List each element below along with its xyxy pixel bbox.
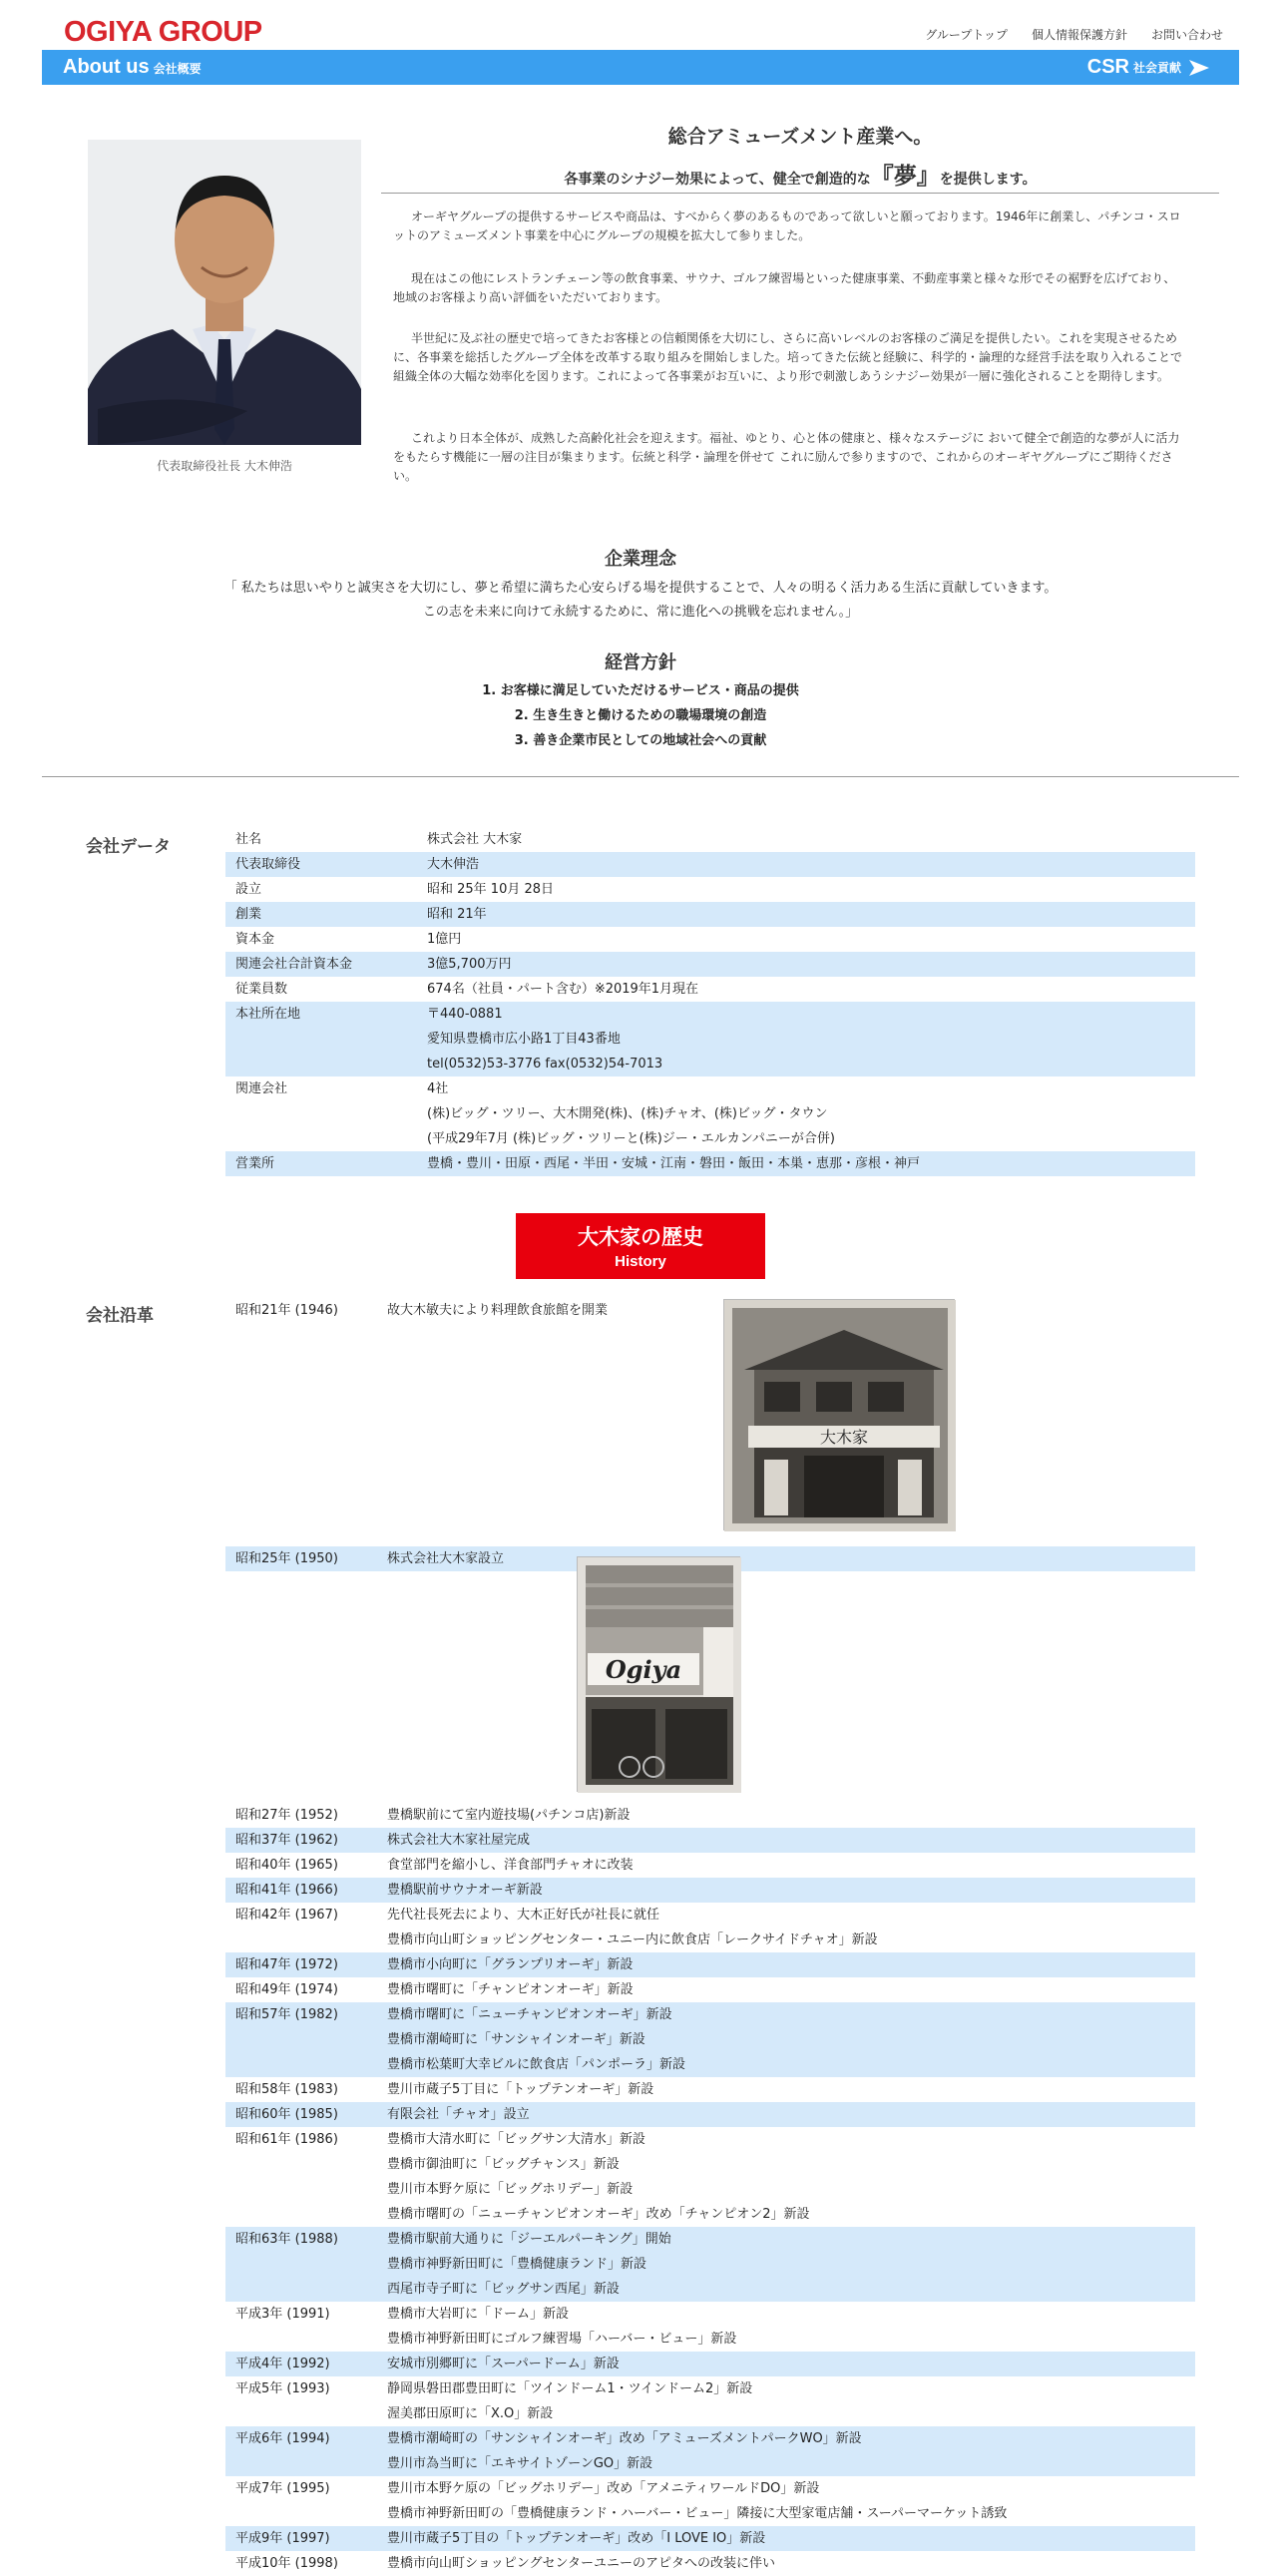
history-events — [387, 2102, 1185, 2127]
history-row — [225, 1803, 1195, 1828]
section-bar — [42, 50, 1239, 85]
intro-subheading — [381, 158, 1219, 191]
nav-group-top[interactable]: グループトップ — [925, 28, 1008, 42]
history-row — [225, 2476, 1195, 2526]
history-event: 豊川市本野ケ原の「ビッグホリデー」改め「アメニティワールドDO」新設 — [387, 2481, 820, 2496]
ryokan-photo — [723, 1299, 955, 1530]
history-year: 昭和57年 (1982) — [235, 2007, 338, 2022]
history-event: 豊橋市潮崎町に「サンシャインオーギ」新設 — [387, 2032, 645, 2047]
company-data-value-line: (株)ビッグ・ツリー、大木開発(株)、(株)チャオ、(株)ビッグ・タウン — [427, 1106, 828, 1121]
history-year: 昭和60年 (1985) — [235, 2107, 338, 2122]
policy-item: 3. 善き企業市民としての地域社会への貢献 — [514, 733, 767, 748]
history-row — [225, 2526, 1195, 2551]
company-data-value — [427, 1151, 1185, 1176]
history-event: 豊橋市曙町の「ニューチャンピオンオーギ」改め「チャンピオン2」新設 — [387, 2207, 810, 2222]
philosophy-line: この志を未来に向けて永続するために、常に進化への挑戦を忘れません。」 — [422, 605, 859, 620]
history-events — [387, 2526, 1185, 2551]
building-sign-text: Ogiya — [605, 1655, 682, 1684]
history-event: 食堂部門を縮小し、洋食部門チャオに改装 — [387, 1858, 634, 1873]
history-event: 株式会社大木家社屋完成 — [387, 1833, 531, 1848]
top-nav — [925, 26, 1223, 43]
history-table — [225, 1298, 1195, 2576]
history-banner — [516, 1213, 765, 1279]
history-events — [387, 1878, 1185, 1903]
section-divider — [42, 776, 1239, 777]
company-data-value-line: 1億円 — [427, 932, 462, 947]
history-year: 昭和27年 (1952) — [235, 1808, 338, 1823]
history-row — [225, 2077, 1195, 2102]
policy-item: 2. 生き生きと働けるための職場環境の創造 — [514, 708, 767, 723]
history-row — [225, 2352, 1195, 2376]
company-data-value-line: 昭和 21年 — [427, 907, 487, 922]
history-events — [387, 2127, 1185, 2227]
history-event: 故大木敏夫により料理飲食旅館を開業 — [387, 1303, 609, 1318]
intro-sub-dream: 『夢』 — [870, 164, 940, 190]
history-row — [225, 2551, 1195, 2576]
about-us-sub: 会社概要 — [153, 62, 202, 76]
history-row — [225, 1853, 1195, 1878]
company-data-label: 資本金 — [235, 932, 275, 947]
company-data-value — [427, 852, 1185, 877]
history-year: 昭和37年 (1962) — [235, 1833, 338, 1848]
nav-privacy-policy[interactable]: 個人情報保護方針 — [1031, 28, 1127, 42]
company-data-label: 従業員数 — [235, 982, 288, 997]
intro-paragraph: 半世紀に及ぶ社の歴史で培ってきたお客様との信頼関係を大切にし、さらに高いレベルのお客様のご満足を提供したい。これを実現させるために、各事業を総括したグループ全体を改革する取り組みを開始しました。培ってきた伝統と経験に、科学的・論理的な経営手法を取り入れることで組織全体の大幅な効率化を図ります。これによって各事業がお互いに、より形で刺激しあうシナジー効果が一層に強化されることを期待します。 — [393, 331, 1183, 383]
company-data-label: 営業所 — [235, 1156, 275, 1171]
history-event: 有限会社「チャオ」設立 — [387, 2107, 530, 2122]
intro-paragraph: オーギヤグループの提供するサービスや商品は、すべからく夢のあるものであって欲しいと願っております。1946年に創業し、パチンコ・スロットのアミューズメント事業を中心にグループの規模を拡大して参りました。 — [393, 210, 1181, 242]
history-row — [225, 1977, 1195, 2002]
philosophy-title: 企業理念 — [605, 549, 676, 570]
company-data-value-line: tel(0532)53-3776 fax(0532)54-7013 — [427, 1057, 663, 1072]
history-events — [387, 2426, 1185, 2476]
history-photo-space — [225, 1323, 1195, 1546]
history-banner-title: 大木家の歴史 — [578, 1225, 703, 1249]
history-events — [387, 1828, 1185, 1853]
history-event: 豊橋市曙町に「ニューチャンピオンオーギ」新設 — [387, 2007, 672, 2022]
history-events — [387, 1977, 1185, 2002]
company-data-label: 設立 — [235, 882, 262, 897]
history-year: 昭和63年 (1988) — [235, 2232, 338, 2247]
history-event: 西尾市寺子町に「ビッグサン西尾」新設 — [387, 2282, 620, 2297]
history-row — [225, 1903, 1195, 1952]
history-event: 豊橋駅前にて室内遊技場(パチンコ店)新設 — [387, 1808, 631, 1823]
company-data-value-line: 昭和 25年 10月 28日 — [427, 882, 555, 897]
company-data-value — [427, 952, 1185, 977]
company-data-value-line: 愛知県豊橋市広小路1丁目43番地 — [427, 1032, 621, 1047]
intro-sub-post: を提供します。 — [939, 172, 1037, 188]
company-data-label: 代表取締役 — [235, 857, 301, 872]
history-year: 昭和42年 (1967) — [235, 1908, 338, 1923]
history-year: 平成3年 (1991) — [235, 2307, 330, 2322]
history-year: 昭和47年 (1972) — [235, 1957, 338, 1972]
history-events — [387, 1952, 1185, 1977]
history-year: 平成10年 (1998) — [235, 2556, 338, 2571]
history-year: 昭和25年 (1950) — [235, 1551, 338, 1566]
history-row — [225, 2102, 1195, 2127]
history-year: 平成6年 (1994) — [235, 2431, 330, 2446]
company-data-row — [225, 902, 1195, 927]
company-data-value-line: (平成29年7月 (株)ビッグ・ツリーと(株)ジー・エルカンパニーが合併) — [427, 1131, 835, 1146]
history-event: 豊橋市大清水町に「ビッグサン大清水」新設 — [387, 2132, 645, 2147]
history-row — [225, 2426, 1195, 2476]
intro-heading: 総合アミューズメント産業へ。 — [667, 126, 933, 148]
president-portrait — [88, 140, 361, 445]
history-row — [225, 2376, 1195, 2426]
history-events — [387, 2476, 1185, 2526]
history-event: 先代社長死去により、大木正好氏が社長に就任 — [387, 1908, 660, 1923]
csr-sub: 社会貢献 — [1132, 61, 1181, 75]
history-year: 昭和41年 (1966) — [235, 1883, 338, 1898]
history-row — [225, 2127, 1195, 2227]
site-header — [0, 0, 1281, 52]
history-row — [225, 1878, 1195, 1903]
company-data-title: 会社データ — [86, 837, 171, 857]
history-row — [225, 2227, 1195, 2302]
history-event: 安城市別郷町に「スーパードーム」新設 — [387, 2357, 620, 2371]
ryokan-sign-text: 大木家 — [819, 1428, 869, 1447]
history-year: 昭和58年 (1983) — [235, 2082, 338, 2097]
company-data-row — [225, 827, 1195, 852]
history-year: 平成4年 (1992) — [235, 2357, 330, 2371]
company-data-value-line: 豊橋・豊川・田原・西尾・半田・安城・江南・磐田・飯田・本巣・恵那・彦根・神戸 — [427, 1156, 921, 1171]
history-row — [225, 2002, 1195, 2077]
company-data-value-line: 4社 — [427, 1081, 449, 1096]
company-data-row — [225, 952, 1195, 977]
history-event: 豊川市為当町に「エキサイトゾーンGO」新設 — [387, 2456, 653, 2471]
company-data-value — [427, 927, 1185, 952]
history-events — [387, 1903, 1185, 1952]
company-data-label: 創業 — [235, 907, 262, 922]
policy-title: 経営方針 — [605, 652, 676, 673]
intro-sub-pre: 各事業のシナジー効果によって、健全で創造的な — [564, 172, 871, 188]
history-event: 豊橋市向山町ショッピングセンターユニーのアピタへの改装に伴い — [387, 2556, 775, 2571]
about-us-title: About us — [63, 56, 150, 78]
intro-paragraph: これより日本全体が、成熟した高齢化社会を迎えます。福祉、ゆとり、心と体の健康と、様々なステージに おいて健全で創造的な夢が人に活力をもたらす機能に一層の注目が集まります。伝統と科学・論理を併せて これに励んで参りますので、これからのオーギヤグループにご期待ください。 — [393, 431, 1180, 483]
company-data-value — [427, 827, 1185, 852]
company-data-value-line: 3億5,700万円 — [427, 957, 512, 972]
history-events — [387, 2302, 1185, 2352]
history-events — [387, 2077, 1185, 2102]
company-data-row — [225, 1076, 1195, 1151]
history-event: 豊橋市曙町に「チャンピオンオーギ」新設 — [387, 1982, 634, 1997]
history-event: 豊橋市小向町に「グランプリオーギ」新設 — [387, 1957, 634, 1972]
company-data-row — [225, 977, 1195, 1002]
history-event: 豊橋駅前サウナオーギ新設 — [387, 1883, 543, 1898]
company-data-label: 本社所在地 — [235, 1007, 301, 1022]
company-data-table — [225, 827, 1195, 1176]
csr-title: CSR — [1086, 56, 1129, 78]
history-row — [225, 1828, 1195, 1853]
company-data-row — [225, 927, 1195, 952]
history-year: 平成7年 (1995) — [235, 2481, 330, 2496]
history-year: 昭和49年 (1974) — [235, 1982, 338, 1997]
nav-contact[interactable]: お問い合わせ — [1150, 28, 1223, 42]
policy-item: 1. お客様に満足していただけるサービス・商品の提供 — [482, 683, 799, 698]
history-event: 豊川市蔵子5丁目に「トップテンオーギ」新設 — [387, 2082, 654, 2097]
csr-link[interactable] — [1087, 56, 1211, 79]
history-year: 昭和40年 (1965) — [235, 1858, 338, 1873]
company-data-row — [225, 1002, 1195, 1076]
intro-paragraph: 現在はこの他にレストランチェーン等の飲食事業、サウナ、ゴルフ練習場といった健康事業、不動産事業と様々な形でその裾野を広げており、地域のお客様より高い評価をいただいております。 — [393, 271, 1176, 304]
history-events — [387, 2227, 1185, 2302]
history-event: 渥美郡田原町に「X.O」新設 — [387, 2406, 554, 2421]
history-event: 豊橋市神野新田町の「豊橋健康ランド・ハーバー・ビュー」隣接に大型家電店舗・スーパーマーケット誘致 — [387, 2506, 1008, 2521]
history-event: 株式会社大木家設立 — [387, 1551, 505, 1566]
history-row — [225, 2302, 1195, 2352]
history-event: 豊橋市神野新田町に「豊橋健康ランド」新設 — [387, 2257, 647, 2272]
history-event: 豊橋市駅前大通りに「ジーエルパーキング」開始 — [387, 2232, 671, 2247]
history-event: 豊橋市向山町ショッピングセンター・ユニー内に飲食店「レークサイドチャオ」新設 — [387, 1932, 878, 1947]
company-data-label: 関連会社合計資本金 — [235, 957, 353, 972]
history-event: 豊橋市御油町に「ビッグチャンス」新設 — [387, 2157, 620, 2172]
history-events — [387, 1853, 1185, 1878]
history-year: 平成5年 (1993) — [235, 2381, 330, 2396]
history-year: 昭和61年 (1986) — [235, 2132, 338, 2147]
company-data-value — [427, 877, 1185, 902]
company-data-value — [427, 977, 1185, 1002]
about-us-heading — [63, 56, 202, 79]
history-events — [387, 2002, 1185, 2077]
history-event: 豊橋市潮崎町の「サンシャインオーギ」改め「アミューズメントパークWO」新設 — [387, 2431, 862, 2446]
history-events — [387, 1546, 1185, 1571]
company-data-row — [225, 877, 1195, 902]
company-data-label: 関連会社 — [235, 1081, 288, 1096]
history-event: 豊川市本野ケ原に「ビッグホリデー」新設 — [387, 2182, 634, 2197]
ogiya-group-logo[interactable]: OGIYA GROUP — [64, 16, 262, 48]
history-event: 豊川市蔵子5丁目の「トップテンオーギ」改め「I LOVE IO」新設 — [387, 2531, 766, 2546]
history-event: 豊橋市松葉町大幸ビルに飲食店「パンポーラ」新設 — [387, 2057, 686, 2072]
company-data-row — [225, 1151, 1195, 1176]
company-data-label: 社名 — [235, 832, 262, 847]
history-event: 豊橋市神野新田町にゴルフ練習場「ハーバー・ビュー」新設 — [387, 2332, 737, 2347]
history-events — [387, 1803, 1185, 1828]
history-banner-sub: History — [615, 1253, 666, 1270]
company-data-value — [427, 902, 1185, 927]
company-data-value-line: 674名（社員・パート含む）※2019年1月現在 — [427, 982, 699, 997]
history-event: 静岡県磐田郡豊田町に「ツインドーム1・ツインドーム2」新設 — [387, 2381, 753, 2396]
history-row — [225, 1952, 1195, 1977]
building-photo — [577, 1556, 740, 1792]
arrow-right-icon — [1187, 58, 1211, 78]
history-title: 会社沿革 — [86, 1306, 154, 1326]
history-year: 昭和21年 (1946) — [235, 1303, 338, 1318]
history-row — [225, 1298, 1195, 1323]
history-year: 平成9年 (1997) — [235, 2531, 330, 2546]
portrait-caption: 代表取締役社長 大木伸浩 — [157, 459, 292, 473]
company-data-row — [225, 852, 1195, 877]
history-events — [387, 2352, 1185, 2376]
company-data-value-line: 大木伸浩 — [427, 857, 480, 872]
history-events — [387, 2376, 1185, 2426]
company-data-value — [427, 1076, 1185, 1151]
intro-divider — [381, 193, 1219, 194]
company-data-value-line: 〒440-0881 — [427, 1007, 503, 1022]
history-events — [387, 2551, 1185, 2576]
philosophy-line: 「 私たちは思いやりと誠実さを大切にし、夢と希望に満ちた心安らげる場を提供することで、人々の明るく活力ある生活に貢献していきます。 — [223, 581, 1058, 596]
history-event: 豊橋市大岩町に「ドーム」新設 — [387, 2307, 570, 2322]
company-data-value-line: 株式会社 大木家 — [427, 832, 523, 847]
company-data-value — [427, 1002, 1185, 1076]
